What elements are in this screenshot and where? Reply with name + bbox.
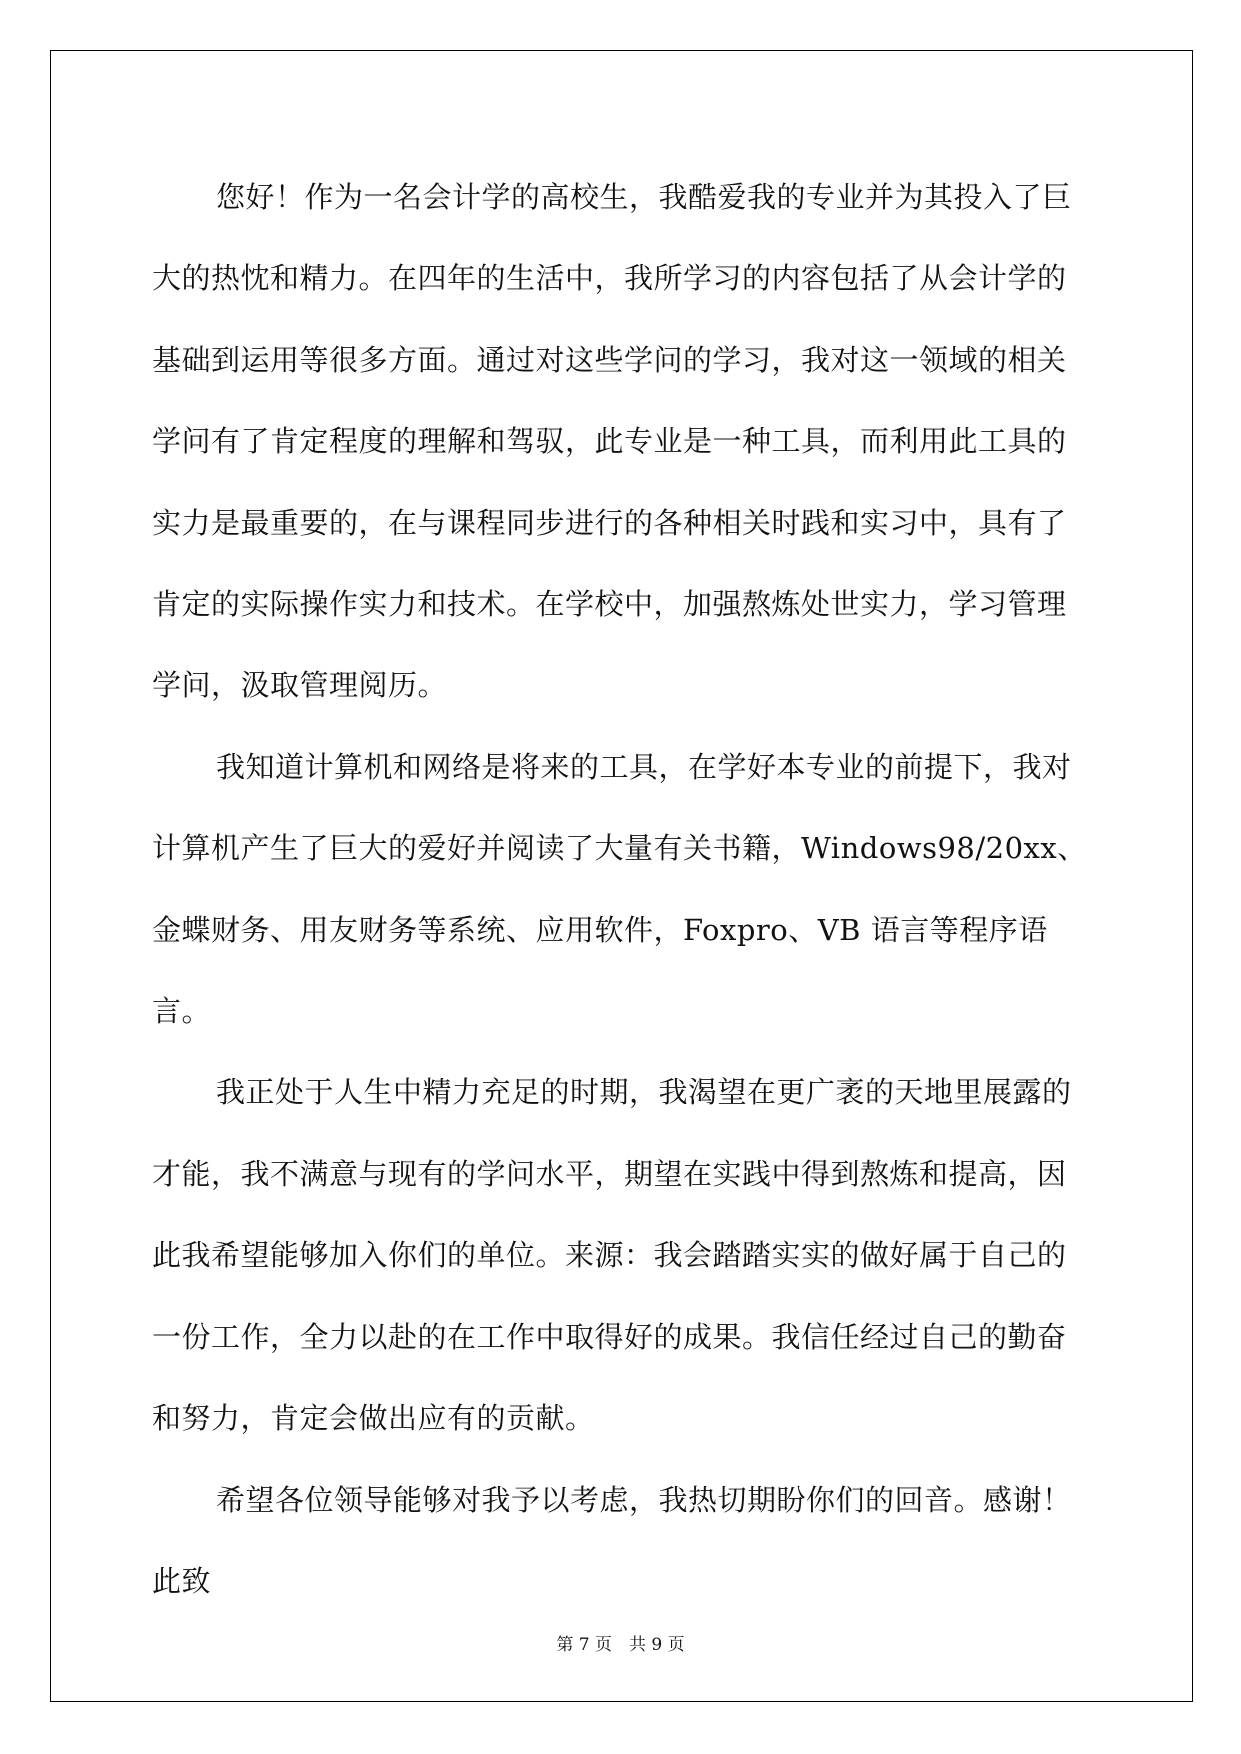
page-number: 第 7 页 共 9 页 [556,1635,685,1655]
paragraph-3: 我正处于人生中精力充足的时期，我渴望在更广袤的天地里展露的才能，我不满意与现有的学问水平，期望在实践中得到熬炼和提高，因此我希望能够加入你们的单位。来源：我会踏踏实实的做好属于自己的一份工作，全力以赴的在工作中取得好的成果。我信任经过自己的勤奋和努力，肯定会做出应有的贡献。 [152,1075,1072,1436]
paragraph-2: 我知道计算机和网络是将来的工具，在学好本专业的前提下，我对计算机产生了巨大的爱好并阅读了大量有关书籍，Windows98/20xx、金蝶财务、用友财务等系统、应用软件，Foxpro、VB 语言等程序语言。 [152,749,1087,1029]
paragraph-4: 希望各位领导能够对我予以考虑，我热切期盼你们的回音。感谢！ [216,1482,1072,1517]
letter-body [152,157,1092,1622]
closing-salutation: 此致 [152,1563,212,1598]
paragraph-1: 您好！作为一名会计学的高校生，我酷爱我的专业并为其投入了巨大的热忱和精力。在四年的生活中，我所学习的内容包括了从会计学的基础到运用等很多方面。通过对这些学问的学习，我对这一领域的相关学问有了肯定程度的理解和驾驭，此专业是一种工具，而利用此工具的实力是最重要的，在与课程同步进行的各种相关时践和实习中，具有了肯定的实际操作实力和技术。在学校中，加强熬炼处世实力，学习管理学问，汲取管理阅历。 [152,180,1072,703]
